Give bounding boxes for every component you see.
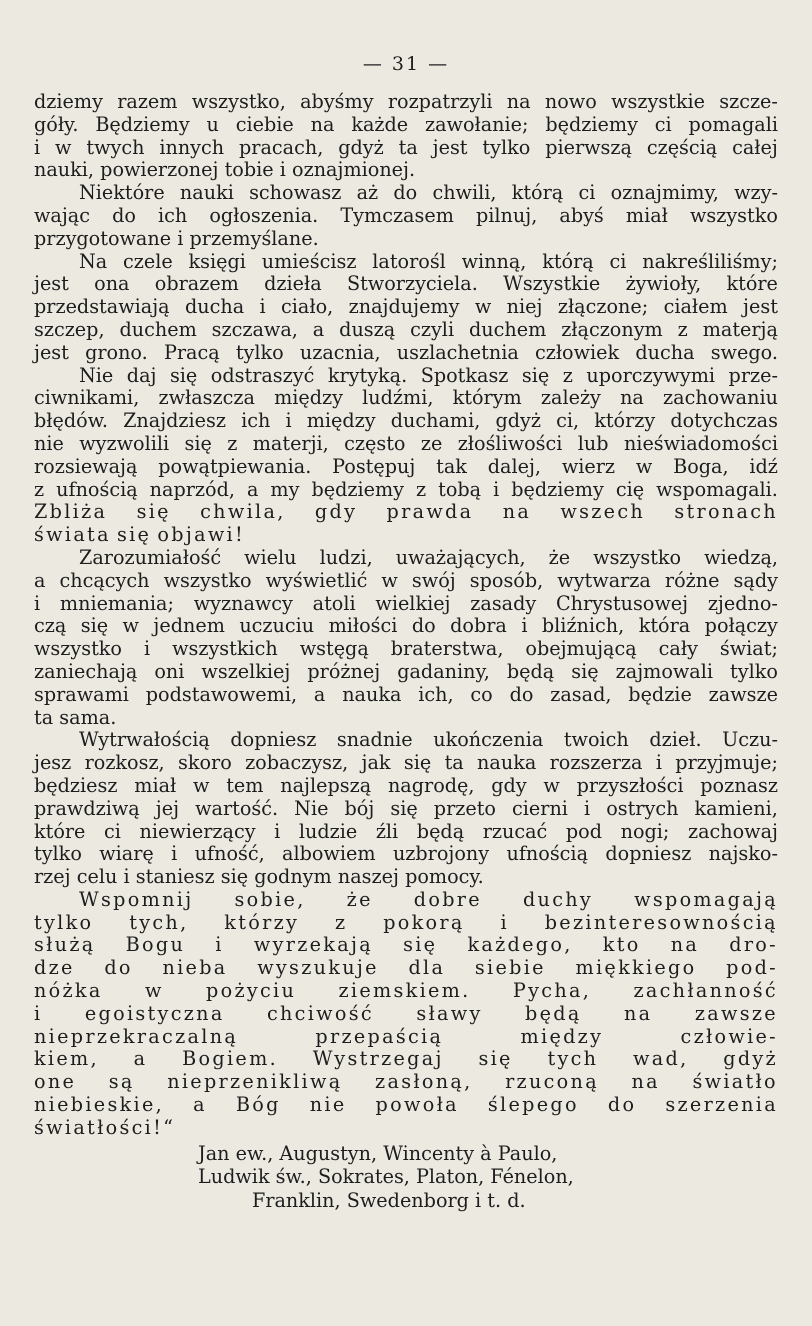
text-line: Nie daj się odstraszyć krytyką. Spotkasz się z uporczywymi prze- [79, 363, 778, 387]
text-line: ta sama. [34, 705, 117, 729]
text-line: świata się objawi! [34, 523, 245, 547]
text-line: sprawami podstawowemi, a nauka ich, co do zasad, będzie zawsze [34, 682, 778, 706]
text-line: Wspomnij sobie, że dobre duchy wspomagają [79, 887, 778, 911]
text-line: nauki, powierzonej tobie i oznajmionej. [34, 158, 416, 182]
text-line: i w twych innych pracach, gdyż ta jest tylko pierwszą częścią całej [34, 135, 778, 159]
text-line: tylko wiarę i ufność, albowiem uzbrojony ufnością dopniesz najsko- [34, 842, 778, 866]
text-line: czą się w jednem uczuciu miłości do dobra i bliźnich, która połączy [34, 614, 778, 638]
text-line: jest ona obrazem dzieła Stworzyciela. Wszystkie żywioły, które [34, 272, 778, 296]
text-line: Niektóre nauki schowasz aż do chwili, którą ci oznajmimy, wzy- [79, 181, 778, 205]
text-line: jesz rozkosz, skoro zobaczysz, jak się ta nauka rozszerza i przyjmuje; [34, 751, 778, 775]
text-line: tylko tych, którzy z pokorą i bezinteresownością [34, 910, 778, 934]
text-line: przedstawiają ducha i ciało, znajdujemy w niej złączone; ciałem jest [34, 295, 778, 319]
text-line: kiem, a Bogiem. Wystrzegaj się tych wad, gdyż [34, 1047, 778, 1071]
text-line: Wytrwałością dopniesz snadnie ukończenia twoich dzieł. Uczu- [79, 728, 778, 752]
text-line: będziesz miał w tem najlepszą nagrodę, gdy w przyszłości poznasz [34, 773, 778, 797]
text-line: Zarozumiałość wielu ludzi, uważających, że wszystko wiedzą, [79, 545, 778, 569]
text-line: nie wyzwolili się z materji, często ze złośliwości lub nieświadomości [34, 431, 778, 455]
text-line: z ufnością naprzód, a my będziemy z tobą i będziemy cię wspomagali. [34, 477, 778, 501]
signature-line: Ludwik św., Sokrates, Platon, Fénelon, [198, 1165, 574, 1189]
text-line: wszystko i wszystkich wstęgą braterstwa, obejmującą cały świat; [34, 637, 778, 661]
text-line: światłości!“ [34, 1115, 176, 1139]
text-line: szczep, duchem szczawa, a duszą czyli duchem złączonym z materją [34, 317, 778, 341]
text-line: rzej celu i staniesz się godnym naszej pomocy. [34, 865, 484, 889]
text-line: służą Bogu i wyrzekają się każdego, kto na dro- [34, 933, 778, 957]
text-line: dze do nieba wyszukuje dla siebie miękkiego pod- [34, 956, 778, 980]
text-line: Na czele księgi umieścisz latorośl winną, którą ci nakreśliliśmy; [79, 249, 778, 273]
text-line: i egoistyczna chciwość sławy będą na zawsze [34, 1001, 778, 1025]
signature-block [34, 1142, 778, 1213]
text-line: rozsiewają powątpiewania. Postępuj tak dalej, wierz w Boga, idź [34, 454, 778, 478]
text-line: jest grono. Pracą tylko uzacnia, uszlachetnia człowiek ducha swego. [34, 340, 778, 364]
text-line: one są nieprzenikliwą zasłoną, rzuconą na światło [34, 1070, 778, 1094]
signature-line: Franklin, Swedenborg i t. d. [252, 1188, 526, 1212]
signature-line: Jan ew., Augustyn, Wincenty à Paulo, [198, 1141, 558, 1165]
text-line: nieprzekraczalną przepaścią między człowie- [34, 1024, 778, 1048]
text-line: a chcących wszystko wyświetlić w swój sposób, wytwarza różne sądy [34, 568, 778, 592]
body-text [34, 91, 778, 1140]
text-line: błędów. Znajdziesz ich i między duchami, gdyż ci, którzy dotychczas [34, 409, 778, 433]
text-line: nóżka w pożyciu ziemskiem. Pycha, zachłanność [34, 979, 778, 1003]
text-line: wając do ich ogłoszenia. Tymczasem pilnuj, abyś miał wszystko [34, 203, 778, 227]
text-line: góły. Będziemy u ciebie na każde zawołanie; będziemy ci pomagali [34, 112, 778, 136]
text-line: dziemy razem wszystko, abyśmy rozpatrzyli na nowo wszystkie szcze- [34, 90, 778, 113]
text-line: zaniechają oni wszelkiej próżnej gadaniny, będą się zajmowali tylko [34, 659, 778, 683]
text-line: przygotowane i przemyślane. [34, 226, 319, 250]
text-line: Zbliża się chwila, gdy prawda na wszech stronach [34, 500, 778, 524]
text-line: prawdziwą jej wartość. Nie bój się przeto cierni i ostrych kamieni, [34, 796, 778, 820]
text-line: które ci niewierzący i ludzie źli będą rzucać pod nogi; zachowaj [34, 819, 778, 843]
text-line: i mniemania; wyznawcy atoli wielkiej zasady Chrystusowej zjedno- [34, 591, 778, 615]
text-line: ciwnikami, zwłaszcza między ludźmi, którym zależy na zachowaniu [34, 386, 778, 410]
page-number: — 31 — [362, 53, 450, 75]
text-line: niebieskie, a Bóg nie powoła ślepego do szerzenia [34, 1093, 778, 1117]
